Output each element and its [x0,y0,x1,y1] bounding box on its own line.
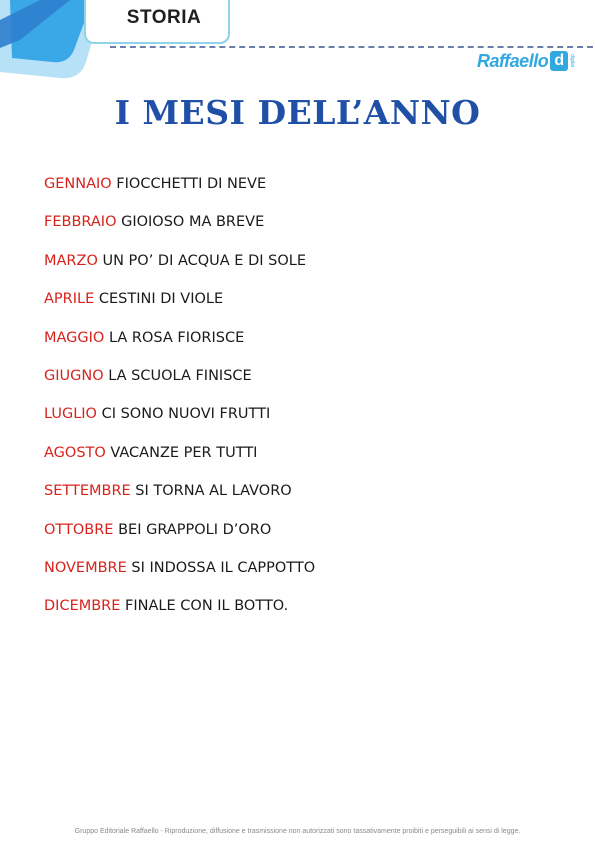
month-verse: BEI GRAPPOLI D’ORO [113,521,272,538]
month-line-giugno [44,366,315,404]
month-verse: CESTINI DI VIOLE [94,291,224,308]
month-verse: FIOCCHETTI DI NEVE [111,176,267,192]
page-title: I MESI DELL’ANNO [114,93,481,132]
month-name: GENNAIO [44,176,112,192]
month-name: GIUGNO [44,367,104,384]
publisher-logo [477,49,574,73]
month-line-ottobre [44,520,315,558]
month-line-novembre [44,558,315,596]
copyright-footer: Gruppo Editoriale Raffaello - Riproduzione, diffusione e trasmissione non autorizzati sono tassativamente proibiti e perseguibili ai sensi di legge. [74,828,521,835]
month-line-maggio [44,328,315,366]
month-verse: SI TORNA AL LAVORO [130,483,292,500]
header-divider [110,46,593,48]
month-line-marzo [44,251,315,289]
month-line-agosto [44,443,315,481]
month-verse: GIOIOSO MA BREVE [116,214,265,231]
month-name: SETTEMBRE [44,483,131,500]
month-verse: VACANZE PER TUTTI [105,444,258,461]
months-list [44,174,315,635]
month-verse: LA SCUOLA FINISCE [103,367,252,384]
logo-brand-text: Raffaello [477,50,549,71]
subject-label: STORIA [126,7,202,28]
month-name: APRILE [44,291,95,308]
month-line-dicembre [44,596,315,634]
month-verse: CI SONO NUOVI FRUTTI [96,406,271,423]
month-line-gennaio [44,174,315,212]
month-name: DICEMBRE [44,598,121,615]
month-line-febbraio [44,212,315,250]
month-line-settembre [44,481,315,519]
logo-sub-text: digital [569,54,576,68]
month-line-luglio [44,404,315,442]
month-name: MAGGIO [44,329,105,346]
logo-mark: d [550,51,568,71]
month-name: LUGLIO [44,406,97,423]
month-verse: SI INDOSSA IL CAPPOTTO [126,559,316,576]
month-name: AGOSTO [44,444,106,461]
month-verse: FINALE CON IL BOTTO. [120,598,289,615]
month-name: MARZO [44,252,98,269]
month-name: NOVEMBRE [44,559,127,576]
month-verse: UN PO’ DI ACQUA E DI SOLE [97,252,306,269]
month-name: OTTOBRE [44,521,114,538]
month-name: FEBBRAIO [44,214,117,231]
month-verse: LA ROSA FIORISCE [104,329,245,346]
month-line-aprile [44,289,315,327]
